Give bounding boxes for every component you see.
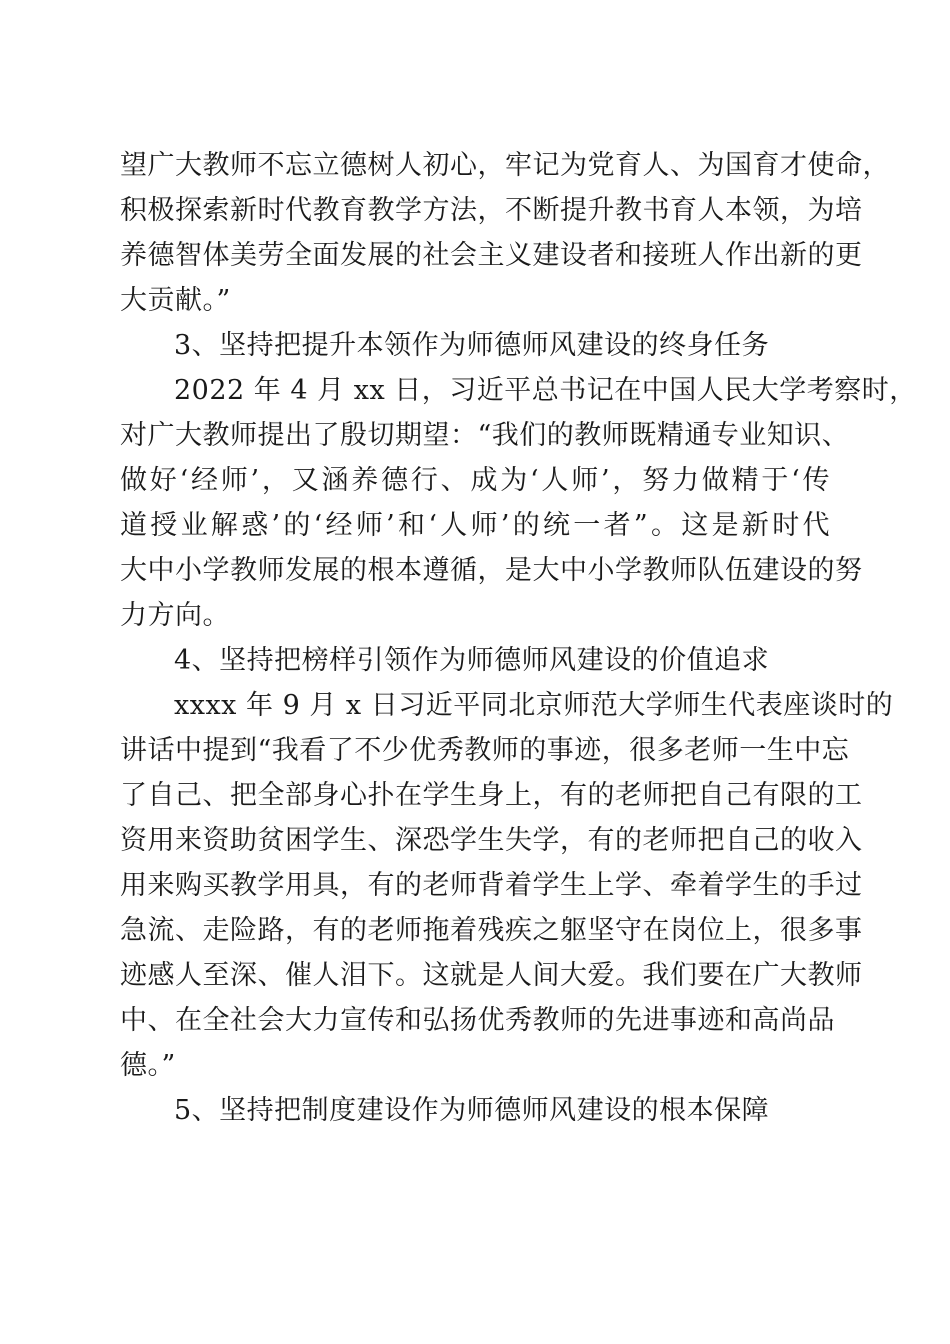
text-line: 道授业解惑’的‘经师’和‘人师’的统一者”。这是新时代 (120, 510, 830, 541)
text-line: 用来购买教学用具，有的老师背着学生上学、牵着学生的手过 (120, 870, 863, 901)
text-line: 急流、走险路，有的老师拖着残疾之躯坚守在岗位上，很多事 (120, 915, 863, 946)
text-line: 2022 年 4 月 xx 日，习近平总书记在中国人民大学考察时， (174, 375, 917, 406)
text-line: 对广大教师提出了殷切期望：“我们的教师既精通专业知识、 (120, 420, 850, 451)
text-line: 力方向。 (120, 600, 230, 631)
text-line: 德。” (120, 1050, 176, 1081)
text-line: 积极探索新时代教育教学方法，不断提升教书育人本领，为培 (120, 195, 863, 226)
text-line: 做好‘经师’，又涵养德行、成为‘人师’，努力做精于‘传 (120, 465, 830, 496)
text-line: 大贡献。” (120, 285, 231, 316)
text-line: 资用来资助贫困学生、深恐学生失学，有的老师把自己的收入 (120, 825, 863, 856)
text-line: 大中小学教师发展的根本遵循，是大中小学教师队伍建设的努 (120, 555, 863, 586)
text-line: xxxx 年 9 月 x 日习近平同北京师范大学师生代表座谈时的 (174, 690, 894, 721)
section-heading-4: 4、坚持把榜样引领作为师德师风建设的价值追求 (174, 645, 770, 676)
text-line: 迹感人至深、催人泪下。这就是人间大爱。我们要在广大教师 (120, 960, 863, 991)
section-heading-3: 3、坚持把提升本领作为师德师风建设的终身任务 (174, 330, 770, 361)
text-line: 养德智体美劳全面发展的社会主义建设者和接班人作出新的更 (120, 240, 863, 271)
text-line: 中、在全社会大力宣传和弘扬优秀教师的先进事迹和高尚品 (120, 1005, 835, 1036)
section-heading-5: 5、坚持把制度建设作为师德师风建设的根本保障 (174, 1095, 770, 1126)
text-line: 望广大教师不忘立德树人初心，牢记为党育人、为国育才使命， (120, 150, 890, 181)
text-line: 了自己、把全部身心扑在学生身上，有的老师把自己有限的工 (120, 780, 863, 811)
text-line: 讲话中提到“我看了不少优秀教师的事迹，很多老师一生中忘 (120, 735, 850, 766)
